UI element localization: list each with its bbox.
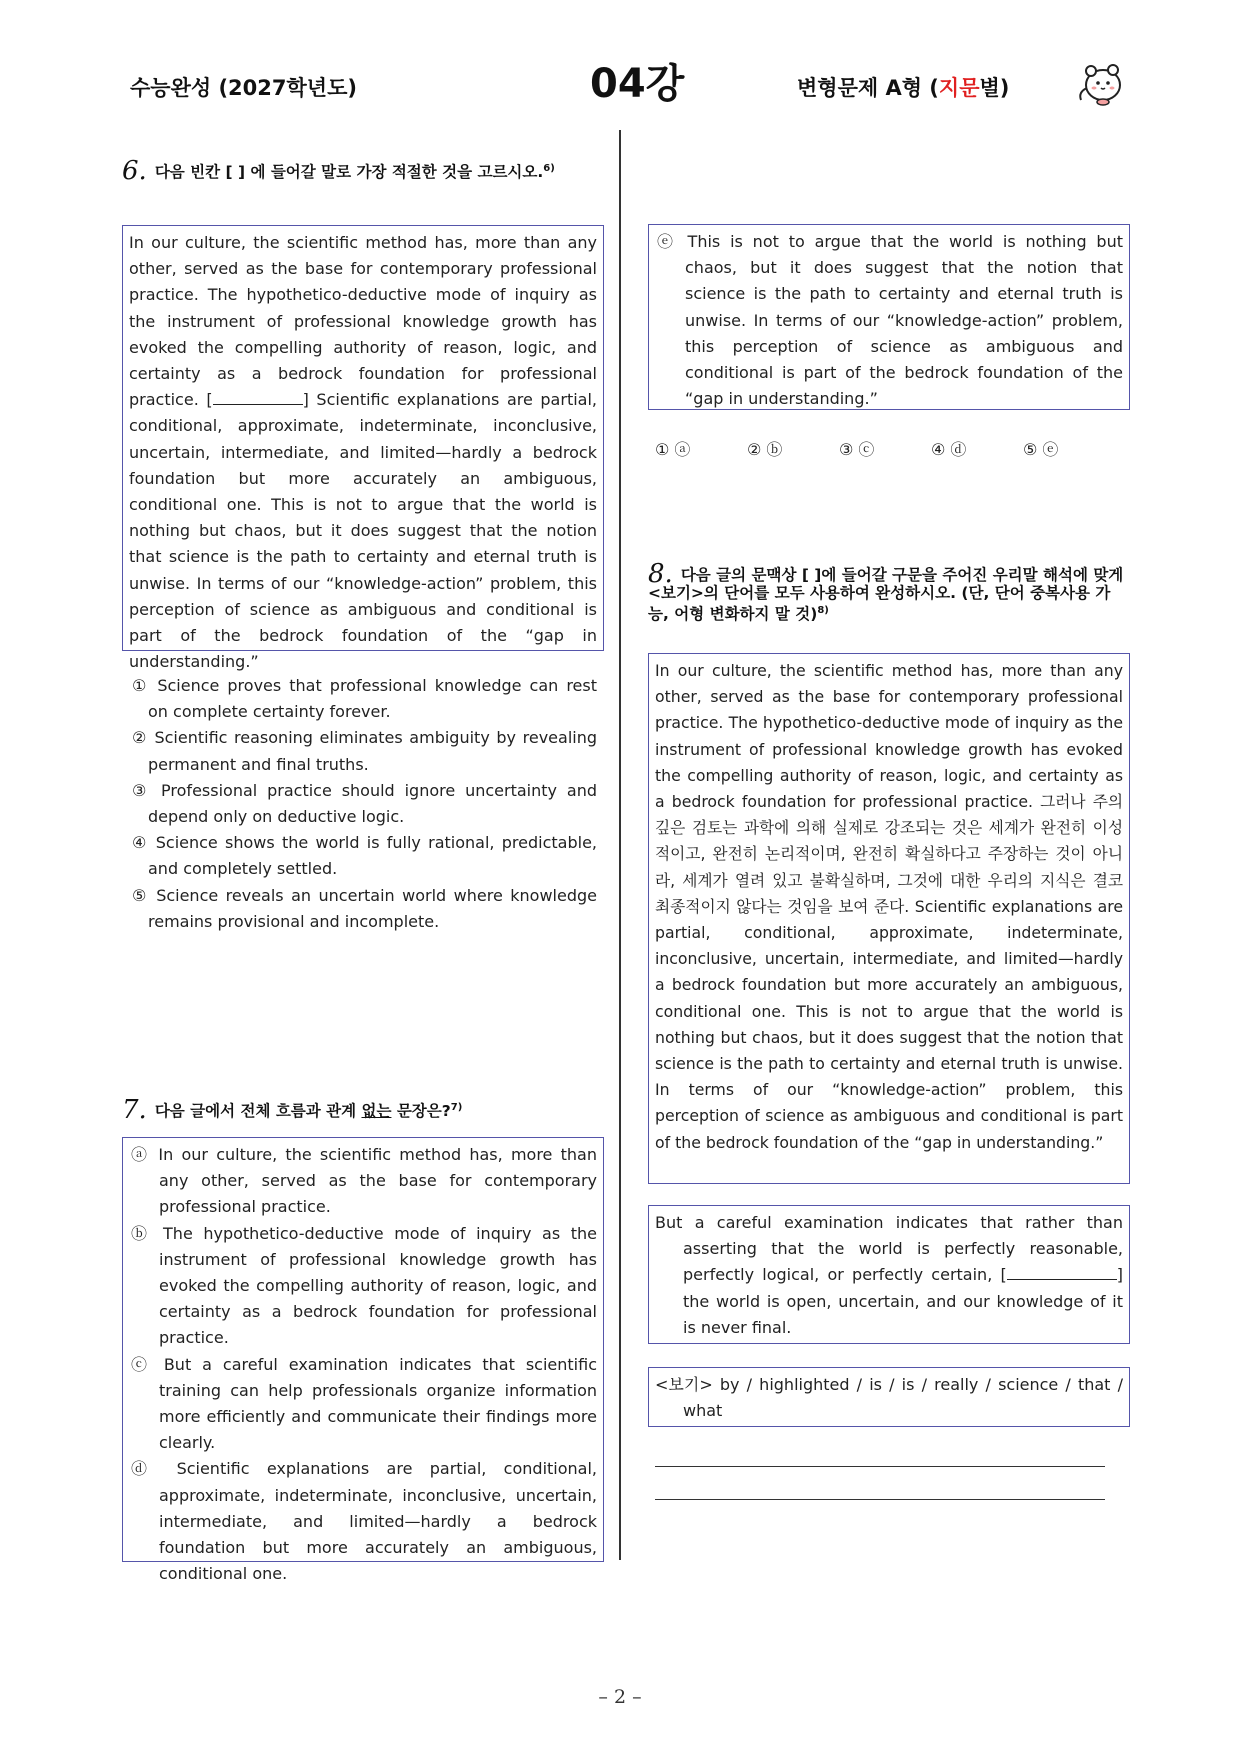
q7-choice-5[interactable]: ⑤ ⓔ	[1023, 440, 1059, 459]
q8-answer-after: ] the world is open, uncertain, and our knowledge of it is never final.	[683, 1265, 1123, 1337]
q8-passage: In our culture, the scientific method has, more than any other, served as the base for contemporary professional practice. The hypothetico-deductive mode of inquiry as the instrument of professional knowledge growth has evoked the compelling authority of reason, logic, and certainty as a bedrock foundation for professional practice. 그러나 주의 깊은 검토는 과학에 의해 실제로 강조되는 것은 세계가 완전히 이성적이고, 완전히 논리적이며, 완전히 확실하다고 주장하는 것이 아니라, 세계가 열려 있고 불확실하며, 그것에 대한 우리의 지식은 결코 최종적이지 않다는 것임을 보여 준다. Scientific explanations are partial, conditional, approximate, indeterminate, inconclusive, uncertain, intermediate, and limited—hardly a bedrock foundation but more accurately an ambiguous, conditional one. This is not to argue that the world is nothing but chaos, but it does suggest that the notion that science is the path to certainty and eternal truth is unwise. In terms of our “knowledge-action” problem, this perception of science as ambiguous and conditional is part of the bedrock foundation of the “gap in understanding.”	[648, 653, 1130, 1184]
q6-option-5[interactable]: ⑤ Science reveals an uncertain world where knowledge remains provisional and incomplete.	[132, 885, 597, 931]
q6-passage-before: In our culture, the scientific method has, more than any other, served as the base for contemporary professional practice. The hypothetico-deductive mode of inquiry as the instrument of professional knowledge growth has evoked the compelling authority of reason, logic, and certainty as a bedrock foundation for professional practice. [	[129, 233, 597, 410]
q8-footnote: 8)	[817, 605, 829, 616]
q8-answer-sentence	[648, 1205, 1130, 1344]
q7-passage-continued	[648, 224, 1130, 410]
q6-options	[132, 673, 597, 935]
column-divider	[619, 130, 621, 1560]
q8-answer-line-1[interactable]	[655, 1466, 1105, 1467]
q7-sentence-e: ⓔ This is not to argue that the world is nothing but chaos, but it does suggest that the notion that science is the path to certainty and eternal truth is unwise. In terms of our “knowledge-action” problem, this perception of science as ambiguous and conditional is part of the bedrock foundation of the “gap in understanding.”	[657, 232, 1123, 409]
q6-instruction: 다음 빈칸 [ ] 에 들어갈 말로 가장 적절한 것을 고르시오.	[154, 163, 544, 182]
q6-option-3[interactable]: ③ Professional practice should ignore uncertainty and depend only on deductive logic.	[132, 780, 597, 827]
q7-footnote: 7)	[450, 1102, 463, 1113]
q8-bogi: <보기> by / highlighted / is / is / really / science / that / what	[655, 1375, 1123, 1421]
q7-instruction-before: 다음 글에서 전체 흐름과 관계	[154, 1102, 362, 1121]
q7-sentence-b: ⓑ The hypothetico-deductive mode of inquiry as the instrument of professional knowledge growth has evoked the compelling authority of reason, logic, and certainty as a bedrock foundation for professional practice.	[131, 1223, 597, 1348]
q7-choice-2[interactable]: ② ⓑ	[747, 440, 783, 459]
q7-instruction-after: 문장은?	[391, 1102, 451, 1121]
worksheet-type-suffix: 별)	[979, 76, 1010, 100]
worksheet-type-highlight: 지문	[938, 76, 980, 100]
book-title: 수능완성 (2027학년도)	[130, 76, 357, 100]
q6-option-2[interactable]: ② Scientific reasoning eliminates ambiguity by revealing permanent and final truths.	[132, 728, 597, 774]
q6-option-1[interactable]: ① Science proves that professional knowledge can rest on complete certainty forever.	[132, 676, 597, 722]
q7-choices	[655, 437, 1115, 460]
q7-choice-3[interactable]: ③ ⓒ	[839, 440, 875, 459]
q8-answer-text	[655, 1210, 1123, 1341]
page-number: – 2 –	[598, 1686, 642, 1708]
q6-option-4[interactable]: ④ Science shows the world is fully rational, predictable, and completely settled.	[132, 833, 597, 879]
q6-passage-after: ] Scientific explanations are partial, conditional, approximate, indeterminate, inconclusive, uncertain, intermediate, and limited—hardly a bedrock foundation but more accurately an ambiguous, conditional one. This is not to argue that the world is nothing but chaos, but it does suggest that the notion that science is the path to certainty and eternal truth is unwise. In terms of our “knowledge-action” problem, this perception of science as ambiguous and conditional is part of the bedrock foundation of the “gap in understanding.”	[129, 390, 597, 672]
q8-instruction: 다음 글의 문맥상 [ ]에 들어갈 구문을 주어진 우리말 해석에 맞게 <보기>의 단어를 모두 사용하여 완성하시오. (단, 단어 중복사용 가능, 어형 변화하지 말 것)	[648, 566, 1124, 624]
q7-passage	[122, 1137, 604, 1584]
q7-heading	[122, 1095, 600, 1126]
q7-sentence-d: ⓓ Scientific explanations are partial, conditional, approximate, indeterminate, inconclusive, uncertain, intermediate, and limited—hardly a bedrock foundation but more accurately an ambiguous, conditional one.	[131, 1459, 597, 1584]
mascot-icon	[1075, 58, 1125, 108]
q8-answer-before: But a careful examination indicates that rather than asserting that the world is perfectly reasonable, perfectly logical, or perfectly certain, [	[655, 1213, 1123, 1285]
q8-answer-line-2[interactable]	[655, 1499, 1105, 1500]
q7-choice-4[interactable]: ④ ⓓ	[931, 440, 967, 459]
q8-answer-blank[interactable]	[1007, 1265, 1117, 1280]
q6-passage	[122, 225, 604, 672]
q7-choice-1[interactable]: ① ⓐ	[655, 440, 691, 459]
q7-sentence-c: ⓒ But a careful examination indicates that scientific training can help professionals organize information more efficiently and communicate their findings more clearly.	[131, 1354, 597, 1453]
lesson-number: 04강	[590, 61, 685, 107]
q7-sentence-a: ⓐ In our culture, the scientific method has, more than any other, served as the base for contemporary professional practice.	[131, 1145, 597, 1217]
worksheet-type	[797, 72, 1009, 102]
worksheet-type-prefix: 변형문제 A형 (	[797, 76, 939, 100]
q6-number: 6.	[122, 156, 147, 187]
q6-blank[interactable]	[213, 390, 303, 405]
q6-footnote: 6)	[543, 163, 555, 174]
q7-instruction-underlined: 없는	[361, 1102, 392, 1121]
q8-number: 8.	[648, 559, 673, 589]
q8-bogi-box	[648, 1367, 1130, 1427]
q8-heading	[648, 559, 1126, 624]
q7-number: 7.	[122, 1095, 147, 1126]
q6-heading	[122, 156, 600, 187]
